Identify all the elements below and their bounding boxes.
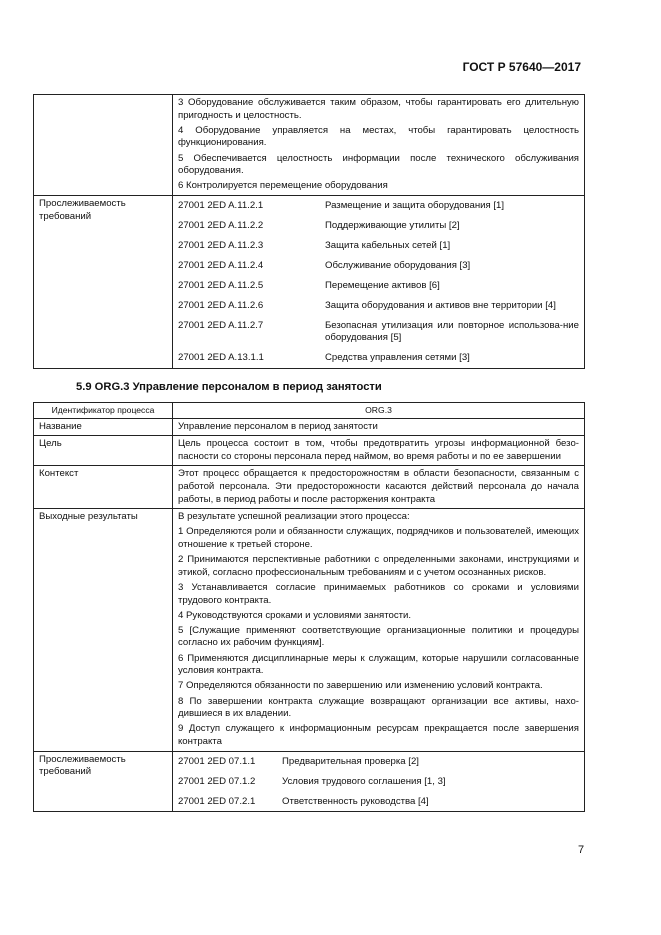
row-label: Контекст bbox=[34, 466, 173, 509]
reference-item bbox=[178, 280, 579, 293]
reference-description: Обслуживание оборудования [3] bbox=[325, 259, 471, 271]
row-label: Название bbox=[34, 418, 173, 436]
content-paragraph: 2 Принимаются перспективные работники с определенными законами, инструкциями и этикой, согласно профессиональным требованиям и с учетом осознанных рисков. bbox=[178, 554, 579, 578]
table-row bbox=[34, 466, 585, 509]
table-row bbox=[34, 751, 585, 812]
reference-description: Ответственность руководства [4] bbox=[282, 795, 429, 807]
reference-description: Поддерживающие утилиты [2] bbox=[325, 219, 460, 231]
page-number: 7 bbox=[578, 844, 585, 856]
row-content bbox=[173, 751, 585, 812]
reference-item bbox=[178, 260, 579, 273]
reference-code: 27001 2ED A.11.2.5 bbox=[178, 279, 264, 291]
reference-description: Защита кабельных сетей [1] bbox=[325, 239, 451, 251]
reference-code: 27001 2ED A.11.2.6 bbox=[178, 299, 264, 311]
content-paragraph: 4 Руководствуются сроками и условиями занятости. bbox=[178, 609, 412, 621]
row-label: Цель bbox=[34, 436, 173, 466]
row-content bbox=[173, 509, 585, 751]
reference-code: 27001 2ED A.11.2.7 bbox=[178, 319, 264, 331]
reference-item bbox=[178, 320, 579, 345]
content-paragraph: 8 По завершении контракта служащие возвращают организации все активы, нахо-дившиеся в их владении. bbox=[178, 695, 579, 720]
reference-code: 27001 2ED A.11.2.2 bbox=[178, 219, 264, 231]
reference-description: Перемещение активов [6] bbox=[325, 279, 440, 291]
row-label: Выходные результаты bbox=[34, 509, 173, 751]
row-content bbox=[173, 418, 585, 436]
content-paragraph: Цель процесса состоит в том, чтобы предотвратить угрозы информационной безо-пасности со стороны персонала перед наймом, во время работы и по ее завершении bbox=[178, 438, 579, 462]
reference-item bbox=[178, 240, 579, 253]
reference-item bbox=[178, 776, 579, 789]
reference-code: 27001 2ED A.11.2.3 bbox=[178, 239, 264, 251]
table-row bbox=[34, 195, 585, 368]
content-paragraph: 6 Контролируется перемещение оборудования bbox=[178, 180, 388, 192]
table-row bbox=[34, 509, 585, 751]
reference-description: Безопасная утилизация или повторное использова-ние оборудования [5] bbox=[325, 319, 579, 344]
header-value: ORG.3 bbox=[173, 403, 585, 419]
reference-item bbox=[178, 796, 579, 809]
reference-item bbox=[178, 200, 579, 213]
table-row bbox=[34, 436, 585, 466]
content-paragraph: 9 Доступ служащего к информационным ресурсам прекращается после завершения контракта bbox=[178, 723, 579, 747]
reference-code: 27001 2ED 07.1.2 bbox=[178, 775, 256, 787]
content-paragraph: 3 Оборудование обслуживается таким образом, чтобы гарантировать его длительную пригодность и целостность. bbox=[178, 97, 579, 121]
row-content bbox=[173, 436, 585, 466]
content-paragraph: 7 Определяются обязанности по завершению или изменению условий контракта. bbox=[178, 680, 543, 692]
reference-code: 27001 2ED 07.2.1 bbox=[178, 795, 256, 807]
row-content bbox=[173, 95, 585, 196]
row-label bbox=[34, 95, 173, 196]
row-label: Прослеживаемость требований bbox=[34, 751, 173, 812]
reference-code: 27001 2ED A.11.2.4 bbox=[178, 259, 264, 271]
content-paragraph: 1 Определяются роли и обязанности служащих, подрядчиков и пользователей, имеющих отношение к третьей стороне. bbox=[178, 526, 579, 550]
content-paragraph: 5 Обеспечивается целостность информации после технического обслуживания оборудования. bbox=[178, 152, 579, 177]
reference-description: Средства управления сетями [3] bbox=[325, 352, 470, 364]
table-row bbox=[34, 95, 585, 196]
row-content bbox=[173, 466, 585, 509]
content-paragraph: В результате успешной реализации этого процесса: bbox=[178, 511, 410, 523]
reference-item bbox=[178, 352, 579, 365]
reference-description: Условия трудового соглашения [1, 3] bbox=[282, 775, 446, 787]
reference-description: Размещение и защита оборудования [1] bbox=[325, 199, 505, 211]
reference-item bbox=[178, 300, 579, 313]
row-label: Прослеживаемость требований bbox=[34, 195, 173, 368]
content-paragraph: 4 Оборудование управляется на местах, чтобы гарантировать целостность функционирования. bbox=[178, 124, 579, 149]
equipment-table bbox=[33, 94, 585, 369]
reference-code: 27001 2ED 07.1.1 bbox=[178, 755, 256, 767]
content-paragraph: 3 Устанавливается согласие принимаемых работников со сроками и условиями трудового контракта. bbox=[178, 581, 579, 606]
reference-code: 27001 2ED A.11.2.1 bbox=[178, 199, 264, 211]
row-content bbox=[173, 195, 585, 368]
content-paragraph: 5 [Служащие применяют соответствующие организационные политики и процедуры согласно их рабочим функциям]. bbox=[178, 624, 579, 649]
table-row bbox=[34, 418, 585, 436]
table-header-row bbox=[34, 403, 585, 419]
content-paragraph: Этот процесс обращается к предосторожностям в области безопасности, связанным с работой персонала. Эти предосторожности касаются действий персонала до начала работы, в период работы и после расторжения контракта bbox=[178, 468, 579, 505]
reference-code: 27001 2ED A.13.1.1 bbox=[178, 352, 264, 364]
reference-item bbox=[178, 756, 579, 769]
reference-description: Предварительная проверка [2] bbox=[282, 755, 419, 767]
reference-item bbox=[178, 220, 579, 233]
reference-description: Защита оборудования и активов вне территории [4] bbox=[325, 299, 556, 311]
content-paragraph: Управление персоналом в период занятости bbox=[178, 420, 378, 432]
standard-designation: ГОСТ Р 57640—2017 bbox=[462, 60, 581, 74]
content-paragraph: 6 Применяются дисциплинарные меры к служащим, которые нарушили согласованные условия контракта. bbox=[178, 652, 579, 677]
process-table bbox=[33, 402, 585, 812]
header-label: Идентификатор процесса bbox=[34, 403, 173, 419]
section-title: 5.9 ORG.3 Управление персоналом в период занятости bbox=[76, 381, 382, 393]
